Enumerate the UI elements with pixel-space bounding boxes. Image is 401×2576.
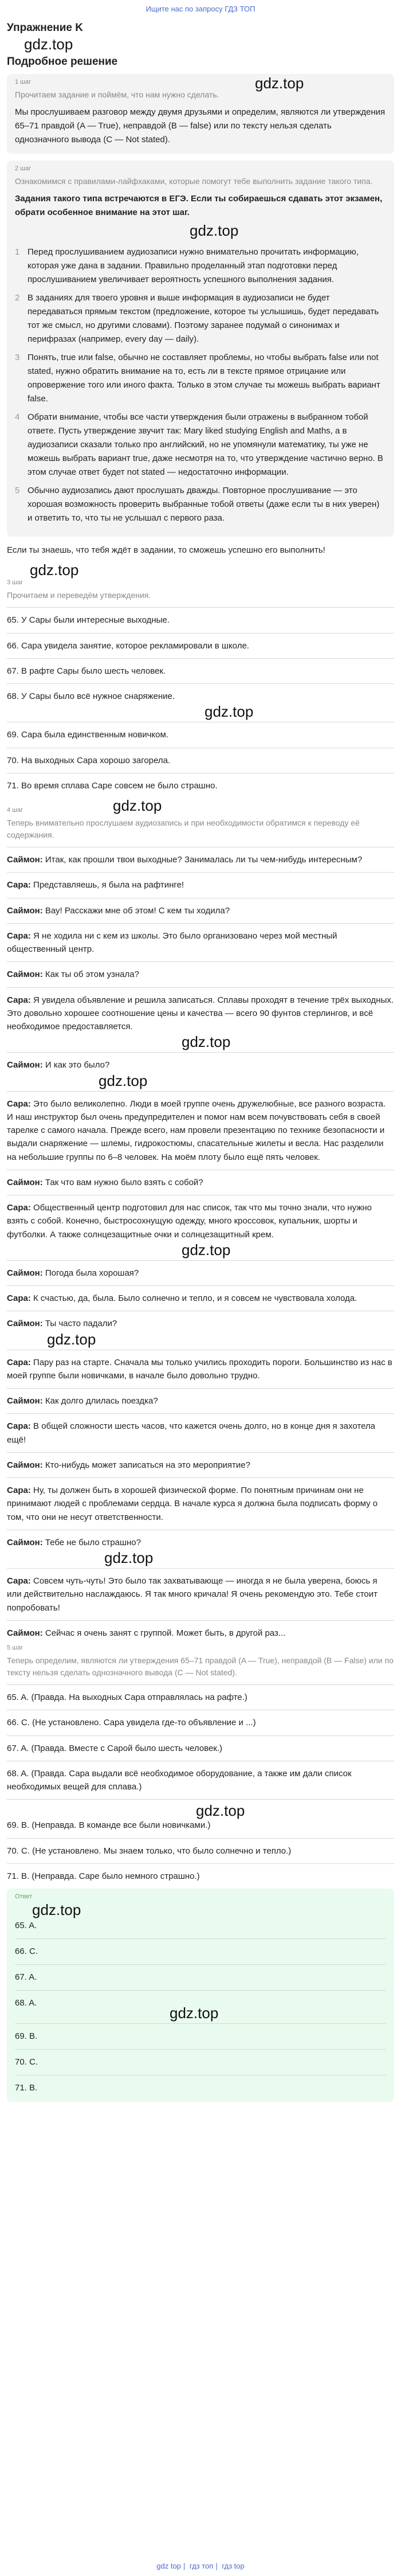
result-line: 69. B. (Неправда. В команде все были новичками.) [7,1820,211,1831]
watermark: gdz.top [104,1549,154,1566]
solution-title: Подробное решение [7,56,118,68]
dialogue-text: Я увидела объявление и решила записаться. Сплавы проходят в течение трёх выходных. Это довольно хорошее соотношение цены и качества — всего 90 фунтов стерлингов, и всё необходимое предоставляется. [7,995,394,1031]
statement-line: 66. Сара увидела занятие, которое рекламировали в школе. [7,640,249,651]
divider [7,1388,394,1389]
speaker-name: Саймон: [7,1319,43,1329]
step-1-card [7,74,394,154]
divider [7,1477,394,1478]
answer-line: 71. B. [15,2083,38,2093]
footer-links: gdz top | гдз топ | гдз top [156,2562,245,2570]
dialogue-text: Это было великолепно. Люди в моей группе очень дружелюбные, все разного возраста. И наш инструктор был очень предупредителен и помог нам всем почувствовать себя в своей тарелке с самого начала. Прежде всего, нам провели презентацию по технике безопасности и выдали снаряжение — шлемы, гидрокостюмы, спасательные жилеты и весла. Нас разделили на небольшие группы по 6–8 человек. На моём плоту было ещё пять человек. [7,1099,386,1162]
dialogue-line [7,1317,394,1330]
divider [7,961,394,962]
list-item: 2 В заданиях для твоего уровня и выше информация в аудиозаписи не будет передаваться прямым текстом (предложение, которое ты услышишь, будет передавать тот же смысл, но другими словами). Поэтому заранее подумай о синонимах и перифразах (например, every day — daily). [15,293,379,344]
divider [7,633,394,634]
dialogue-text: Ну, ты должен быть в хорошей физической форме. По понятным причинам они не принимают людей с проблемами сердца. В начале курса я должна была подписать форму о том, что они не несут ответственности. [7,1486,378,1522]
dialogue-line [7,1420,394,1447]
dialogue-line [7,994,394,1034]
step-5-section [7,1644,394,1883]
speaker-name: Саймон: [7,1060,43,1070]
result-line: 70. C. (Не установлено. Мы знаем только, что было солнечно и тепло.) [7,1846,292,1856]
dialogue-line [7,968,394,981]
speaker-name: Сара: [7,1576,31,1586]
dialogue-line [7,1459,394,1472]
watermark: gdz.top [113,797,162,814]
divider [7,1413,394,1414]
dialogue-line [7,904,394,917]
step-5-hint: Теперь определим, являются ли утверждения 65–71 правдой (A — True), неправдой (B — False) или по тексту нельзя сделать однозначного вывода (C — Not stated). [7,1656,394,1677]
divider [7,1452,394,1453]
step-3-label: 3 шаг [7,579,23,587]
dialogue-text: Ты часто падали? [45,1319,117,1329]
divider [7,1091,394,1092]
statement-line: 67. В рафте Сары было шесть человек. [7,666,166,676]
result-line: 71. B. (Неправда. Саре было немного страшно.) [7,1871,200,1881]
statement-line: 68. У Сары было всё нужное снаряжение. [7,691,175,701]
watermark: gdz.top [24,36,73,53]
divider [7,872,394,873]
statement-line: 69. Сара была единственным новичком. [7,730,168,740]
dialogue-text: Так что вам нужно было взять с собой? [45,1177,203,1187]
statement-line: 70. На выходных Сара хорошо загорела. [7,755,171,765]
result-line: 66. C. (Не установлено. Сара увидела где-то объявление и ...) [7,1718,256,1728]
divider [15,1938,386,1939]
step-1-hint: Прочитаем задание и поймём, что нам нужно сделать. [15,90,219,99]
dialogue-text: Представляешь, я была на рафтинге! [33,880,184,890]
speaker-name: Сара: [7,1357,31,1367]
dialogue [7,847,394,1640]
step-4-label: 4 шаг [7,807,23,814]
watermark: gdz.top [170,2004,219,2022]
divider [7,1260,394,1261]
divider [7,607,394,608]
tips-list [15,245,386,525]
step-2-hint: Ознакомимся с правилами-лайфхаками, которые помогут тебе выполнить задание такого типа. [15,177,373,186]
divider [15,2049,386,2050]
watermark: gdz.top [99,1072,148,1089]
dialogue-text: Общественный центр подготовил для нас список, так что мы точно знали, что нужно взять с собой. Конечно, быстросохнущую одежду, много кроссовок, купальник, шорты и футболки. А также солнцезащитные очки и солнцезащитный крем. [7,1203,372,1240]
dialogue-line [7,1484,394,1524]
dialogue-text: Итак, как прошли твои выходные? Занималась ли ты чем-нибудь интересным? [45,855,363,865]
step-2-intro: Задания такого типа встречаются в ЕГЭ. Если ты собираешься сдавать этот экзамен, обрати особенное внимание на этот шаг. [15,194,383,217]
divider [7,923,394,924]
speaker-name: Саймон: [7,1396,43,1406]
dialogue-text: В общей сложности шесть часов, что кажется очень долго, но в конце дня я захотела ещё! [7,1421,376,1445]
footer-link[interactable]: гдз top [222,2562,245,2570]
answer-label: Ответ [15,1893,33,1900]
after-step-2-text: Если ты знаешь, что тебя ждёт в задании, то сможешь успешно его выполнить! [7,545,325,555]
divider [15,2023,386,2024]
divider [7,1799,394,1800]
answer-line: 67. A. [15,1972,37,1982]
dialogue-line [7,1058,394,1072]
speaker-name: Сара: [7,1099,31,1109]
step-4-section [7,807,394,1640]
divider [7,1285,394,1286]
divider [7,987,394,988]
watermark: gdz.top [205,703,254,721]
speaker-name: Сара: [7,931,31,941]
dialogue-text: Пару раз на старте. Сначала мы только учились проходить пороги. Большинство из нас в моей группе были новичками, в начале было довольно трудно. [7,1357,392,1381]
result-line: 67. A. (Правда. Вместе с Сарой было шесть человек.) [7,1743,222,1753]
divider [7,1684,394,1685]
dialogue-line [7,1574,394,1615]
watermark: gdz.top [196,1802,245,1820]
dialogue-line [7,1394,394,1408]
result-line: 65. A. (Правда. На выходных Сара отправлялась на рафте.) [7,1692,247,1702]
watermark: gdz.top [182,1241,231,1258]
divider [15,1990,386,1991]
list-item: 4 Обрати внимание, чтобы все части утверждения были отражены в выбранном тобой ответе. Пусть утверждение звучит так: Mary liked studying English and Maths, а в аудиозаписи сказали только про английский, но не упомянули математику, ты уже не можешь выбрать вариант true, даже несмотря на то, что утверждение частично верно. В этом случае ответ будет not stated — недостаточно информации. [15,412,383,477]
watermark: gdz.top [255,75,304,92]
speaker-name: Саймон: [7,1537,43,1547]
list-item: 5 Обычно аудиозапись дают прослушать дважды. Повторное прослушивание — это хорошая возможность проверить выбранные тобой ответы (даже если ты в них уверен) и ответить то, что ты не услышал с первого раза. [15,486,380,523]
step-2-label: 2 шаг [15,165,32,172]
page-content [0,22,401,2102]
dialogue-text: Кто-нибудь может записаться на это мероприятие? [45,1460,250,1470]
divider [7,1568,394,1569]
dialogue-text: Совсем чуть-чуть! Это было так захватывающе — иногда я не была уверена, боюсь я или действительно наслаждаюсь. Я так много кричала! Я очень рекомендую это. Тебе стоит попробовать! [7,1576,378,1613]
answer-line: 70. C. [15,2057,38,2067]
speaker-name: Саймон: [7,970,43,980]
dialogue-text: Погода была хорошая? [45,1268,139,1278]
step-2-card [7,161,394,537]
step-1-label: 1 шаг [15,79,32,85]
footer-link[interactable]: gdz top [156,2562,181,2570]
answer-line: 65. A. [15,1921,37,1930]
speaker-name: Саймон: [7,1628,43,1638]
step-5-label: 5 шаг [7,1644,23,1651]
speaker-name: Сара: [7,1421,31,1432]
dialogue-text: Я не ходила ни с кем из школы. Это было организовано через мой местный общественный центр. [7,931,337,954]
dialogue-line [7,878,394,892]
dialogue-line [7,1266,394,1280]
dialogue-line [7,1627,394,1640]
divider [7,1735,394,1736]
exercise-title: Упражнение K [7,22,83,34]
statement-line: 65. У Сары были интересные выходные. [7,615,170,626]
top-search-link[interactable]: Ищите нас по запросу ГДЗ ТОП [146,5,255,13]
answer-card [7,1889,394,2102]
speaker-name: Сара: [7,1486,31,1495]
divider [7,683,394,684]
list-item: 1 Перед прослушиванием аудиозаписи нужно внимательно прочитать информацию, которая уже дана в задании. Правильно проделанный этап подготовки перед прослушиванием увеличивает вероятность успешного выполнения задания. [15,247,359,284]
step-3-section [7,579,394,792]
list-item: 3 Понять, true или false, обычно не составляет проблемы, но чтобы выбрать false или not stated, нужно обратить внимание на то, есть ли в тексте прямое отрицание или опровержение того или иного факта. Только в этом случае ты можешь выбрать вариант false. [15,353,380,404]
dialogue-text: Вау! Расскажи мне об этом! С кем ты ходила? [45,905,230,916]
watermark: gdz.top [32,1901,81,1918]
dialogue-text: Сейчас я очень занят с группой. Может быть, в другой раз... [45,1628,286,1638]
speaker-name: Саймон: [7,905,43,916]
dialogue-line [7,929,394,956]
speaker-name: Сара: [7,1203,31,1213]
speaker-name: Сара: [7,995,31,1005]
dialogue-line [7,1201,394,1241]
dialogue-line [7,1536,394,1549]
divider [7,1863,394,1864]
dialogue-line [7,1176,394,1189]
divider [15,1964,386,1965]
dialogue-text: К счастью, да, была. Было солнечно и тепло, и я совсем не чувствовала холода. [33,1293,357,1303]
divider [7,658,394,659]
dialogue-line [7,1356,394,1383]
divider [7,1838,394,1839]
divider [7,1052,394,1053]
dialogue-text: Как долго длилась поездка? [45,1396,158,1406]
footer-link[interactable]: гдз топ [189,2562,214,2570]
divider [7,1620,394,1621]
answer-line: 66. C. [15,1946,38,1956]
speaker-name: Сара: [7,1293,31,1303]
step-3-hint: Прочитаем и переведём утверждения. [7,591,151,600]
watermark: gdz.top [190,222,239,239]
dialogue-line [7,1097,394,1164]
dialogue-text: Тебе не было страшно? [45,1537,141,1547]
statement-line: 71. Во время сплава Саре совсем не было страшно. [7,780,218,791]
answer-line: 69. B. [15,2031,38,2041]
watermark: gdz.top [47,1330,96,1348]
answer-line: 68. A. [15,1998,37,2008]
dialogue-text: Как ты об этом узнала? [45,970,139,980]
dialogue-line [7,853,394,866]
speaker-name: Сара: [7,880,31,890]
step-4-hint: Теперь внимательно прослушаем аудиозапись и при необходимости обратимся к переводу её содержания. [7,818,360,839]
speaker-name: Саймон: [7,855,43,865]
speaker-name: Саймон: [7,1177,43,1187]
speaker-name: Саймон: [7,1460,43,1470]
speaker-name: Саймон: [7,1268,43,1278]
dialogue-line [7,1292,394,1305]
watermark: gdz.top [182,1033,231,1051]
result-line: 68. A. (Правда. Сара выдали всё необходимое оборудование, а также им дали список необходимых вещей для сплава.) [7,1768,352,1792]
watermark: gdz.top [30,561,79,579]
step-1-text: Мы прослушиваем разговор между двумя друзьями и определим, являются ли утверждения 65–71 правдой (A — True), неправдой (B — false) или по тексту нельзя сделать однозначного вывода (C — Not stated). [15,107,386,144]
dialogue-text: И как это было? [45,1060,110,1070]
